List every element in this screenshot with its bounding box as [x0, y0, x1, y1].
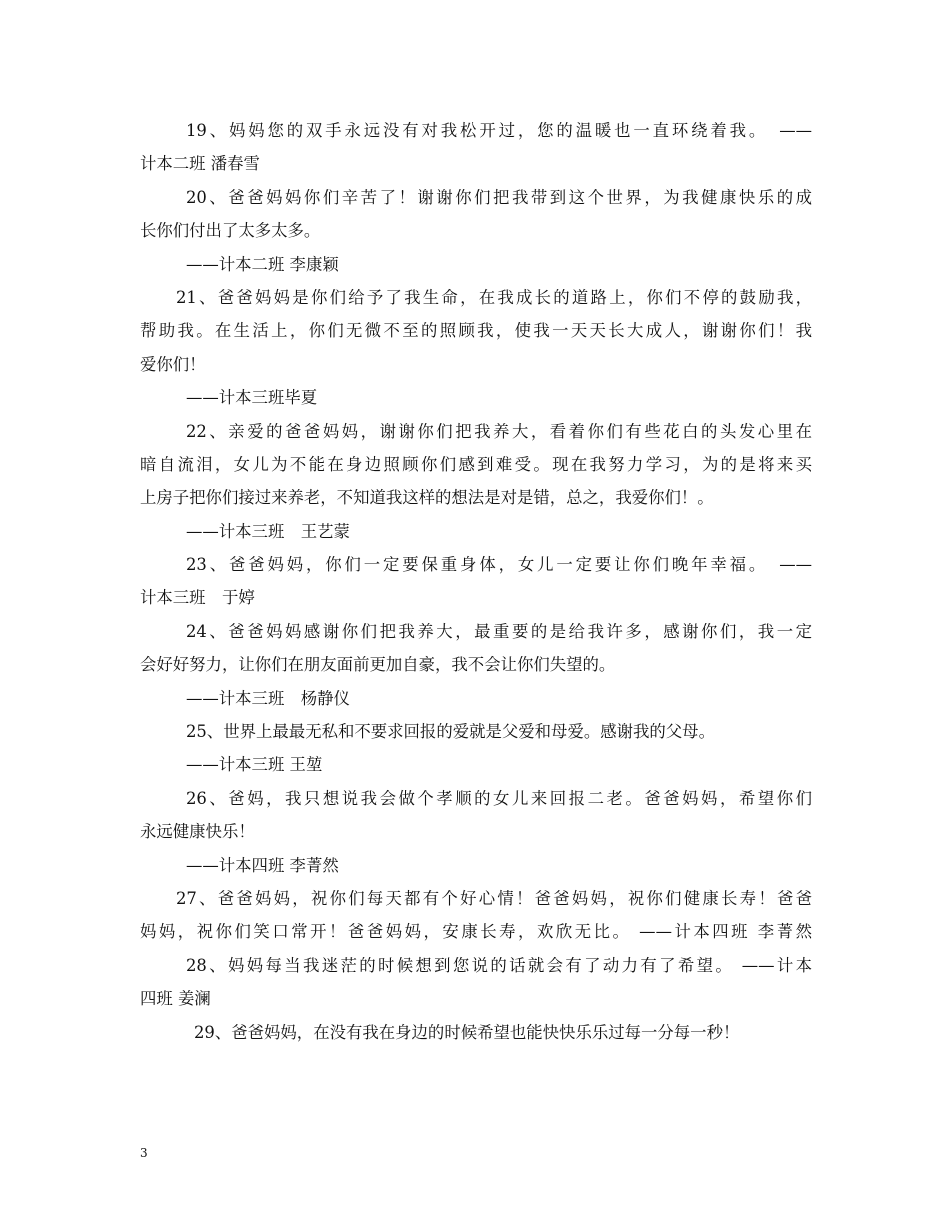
text-line: 24、爸爸妈妈感谢你们把我养大，最重要的是给我许多，感谢你们，我一定 — [186, 621, 812, 641]
text-line: 帮助我。在生活上，你们无微不至的照顾我，使我一天天长大成人，谢谢你们！我 — [140, 321, 812, 341]
text-line: 四班 姜澜 — [140, 989, 211, 1009]
text-line: 永远健康快乐！ — [140, 822, 255, 842]
text-line: 会好好努力，让你们在朋友面前更加自豪，我不会让你们失望的。 — [140, 655, 616, 675]
text-line: 25、世界上最最无私和不要求回报的爱就是父爱和母爱。感谢我的父母。 — [186, 722, 715, 742]
text-line: ——计本三班 王堃 — [186, 755, 323, 775]
text-line: ——计本四班 李菁然 — [186, 855, 339, 875]
text-line: 23、爸爸妈妈，你们一定要保重身体，女儿一定要让你们晚年幸福。 —— — [186, 555, 812, 575]
text-line: 爱你们！ — [140, 354, 206, 374]
text-line: 计本二班 潘春雪 — [140, 154, 260, 174]
text-line: 长你们付出了太多太多。 — [140, 221, 321, 241]
text-line: 上房子把你们接过来养老，不知道我这样的想法是对是错，总之，我爱你们！。 — [140, 488, 714, 508]
page-number: 3 — [140, 1146, 148, 1160]
text-line: 暗自流泪，女儿为不能在身边照顾你们感到难受。现在我努力学习，为的是将来买 — [140, 454, 812, 474]
text-line: ——计本三班 杨静仪 — [186, 688, 350, 708]
text-line: 妈妈，祝你们笑口常开！爸爸妈妈，安康长寿，欢欣无比。 ——计本四班 李菁然 — [140, 922, 812, 942]
text-line: ——计本二班 李康颖 — [186, 254, 339, 274]
text-line: 计本三班 于婷 — [140, 588, 255, 608]
text-line: ——计本三班毕夏 — [186, 388, 318, 408]
text-line: 22、亲爱的爸爸妈妈，谢谢你们把我养大，看着你们有些花白的头发心里在 — [186, 421, 812, 441]
text-line: 19、妈妈您的双手永远没有对我松开过，您的温暖也一直环绕着我。 —— — [186, 121, 812, 140]
text-line: 26、爸妈，我只想说我会做个孝顺的女儿来回报二老。爸爸妈妈，希望你们 — [186, 788, 812, 808]
document-body — [140, 114, 812, 1049]
text-line: 28、妈妈每当我迷茫的时候想到您说的话就会有了动力有了希望。 ——计本 — [186, 955, 812, 975]
text-line: 29、爸爸妈妈，在没有我在身边的时候希望也能快快乐乐过每一分每一秒！ — [194, 1022, 740, 1042]
text-line: ——计本三班 王艺蒙 — [186, 521, 350, 541]
text-line: 27、爸爸妈妈，祝你们每天都有个好心情！爸爸妈妈，祝你们健康长寿！爸爸 — [176, 888, 812, 908]
text-line: 21、爸爸妈妈是你们给予了我生命，在我成长的道路上，你们不停的鼓励我， — [176, 287, 812, 307]
text-line: 20、爸爸妈妈你们辛苦了！谢谢你们把我带到这个世界，为我健康快乐的成 — [186, 187, 812, 207]
